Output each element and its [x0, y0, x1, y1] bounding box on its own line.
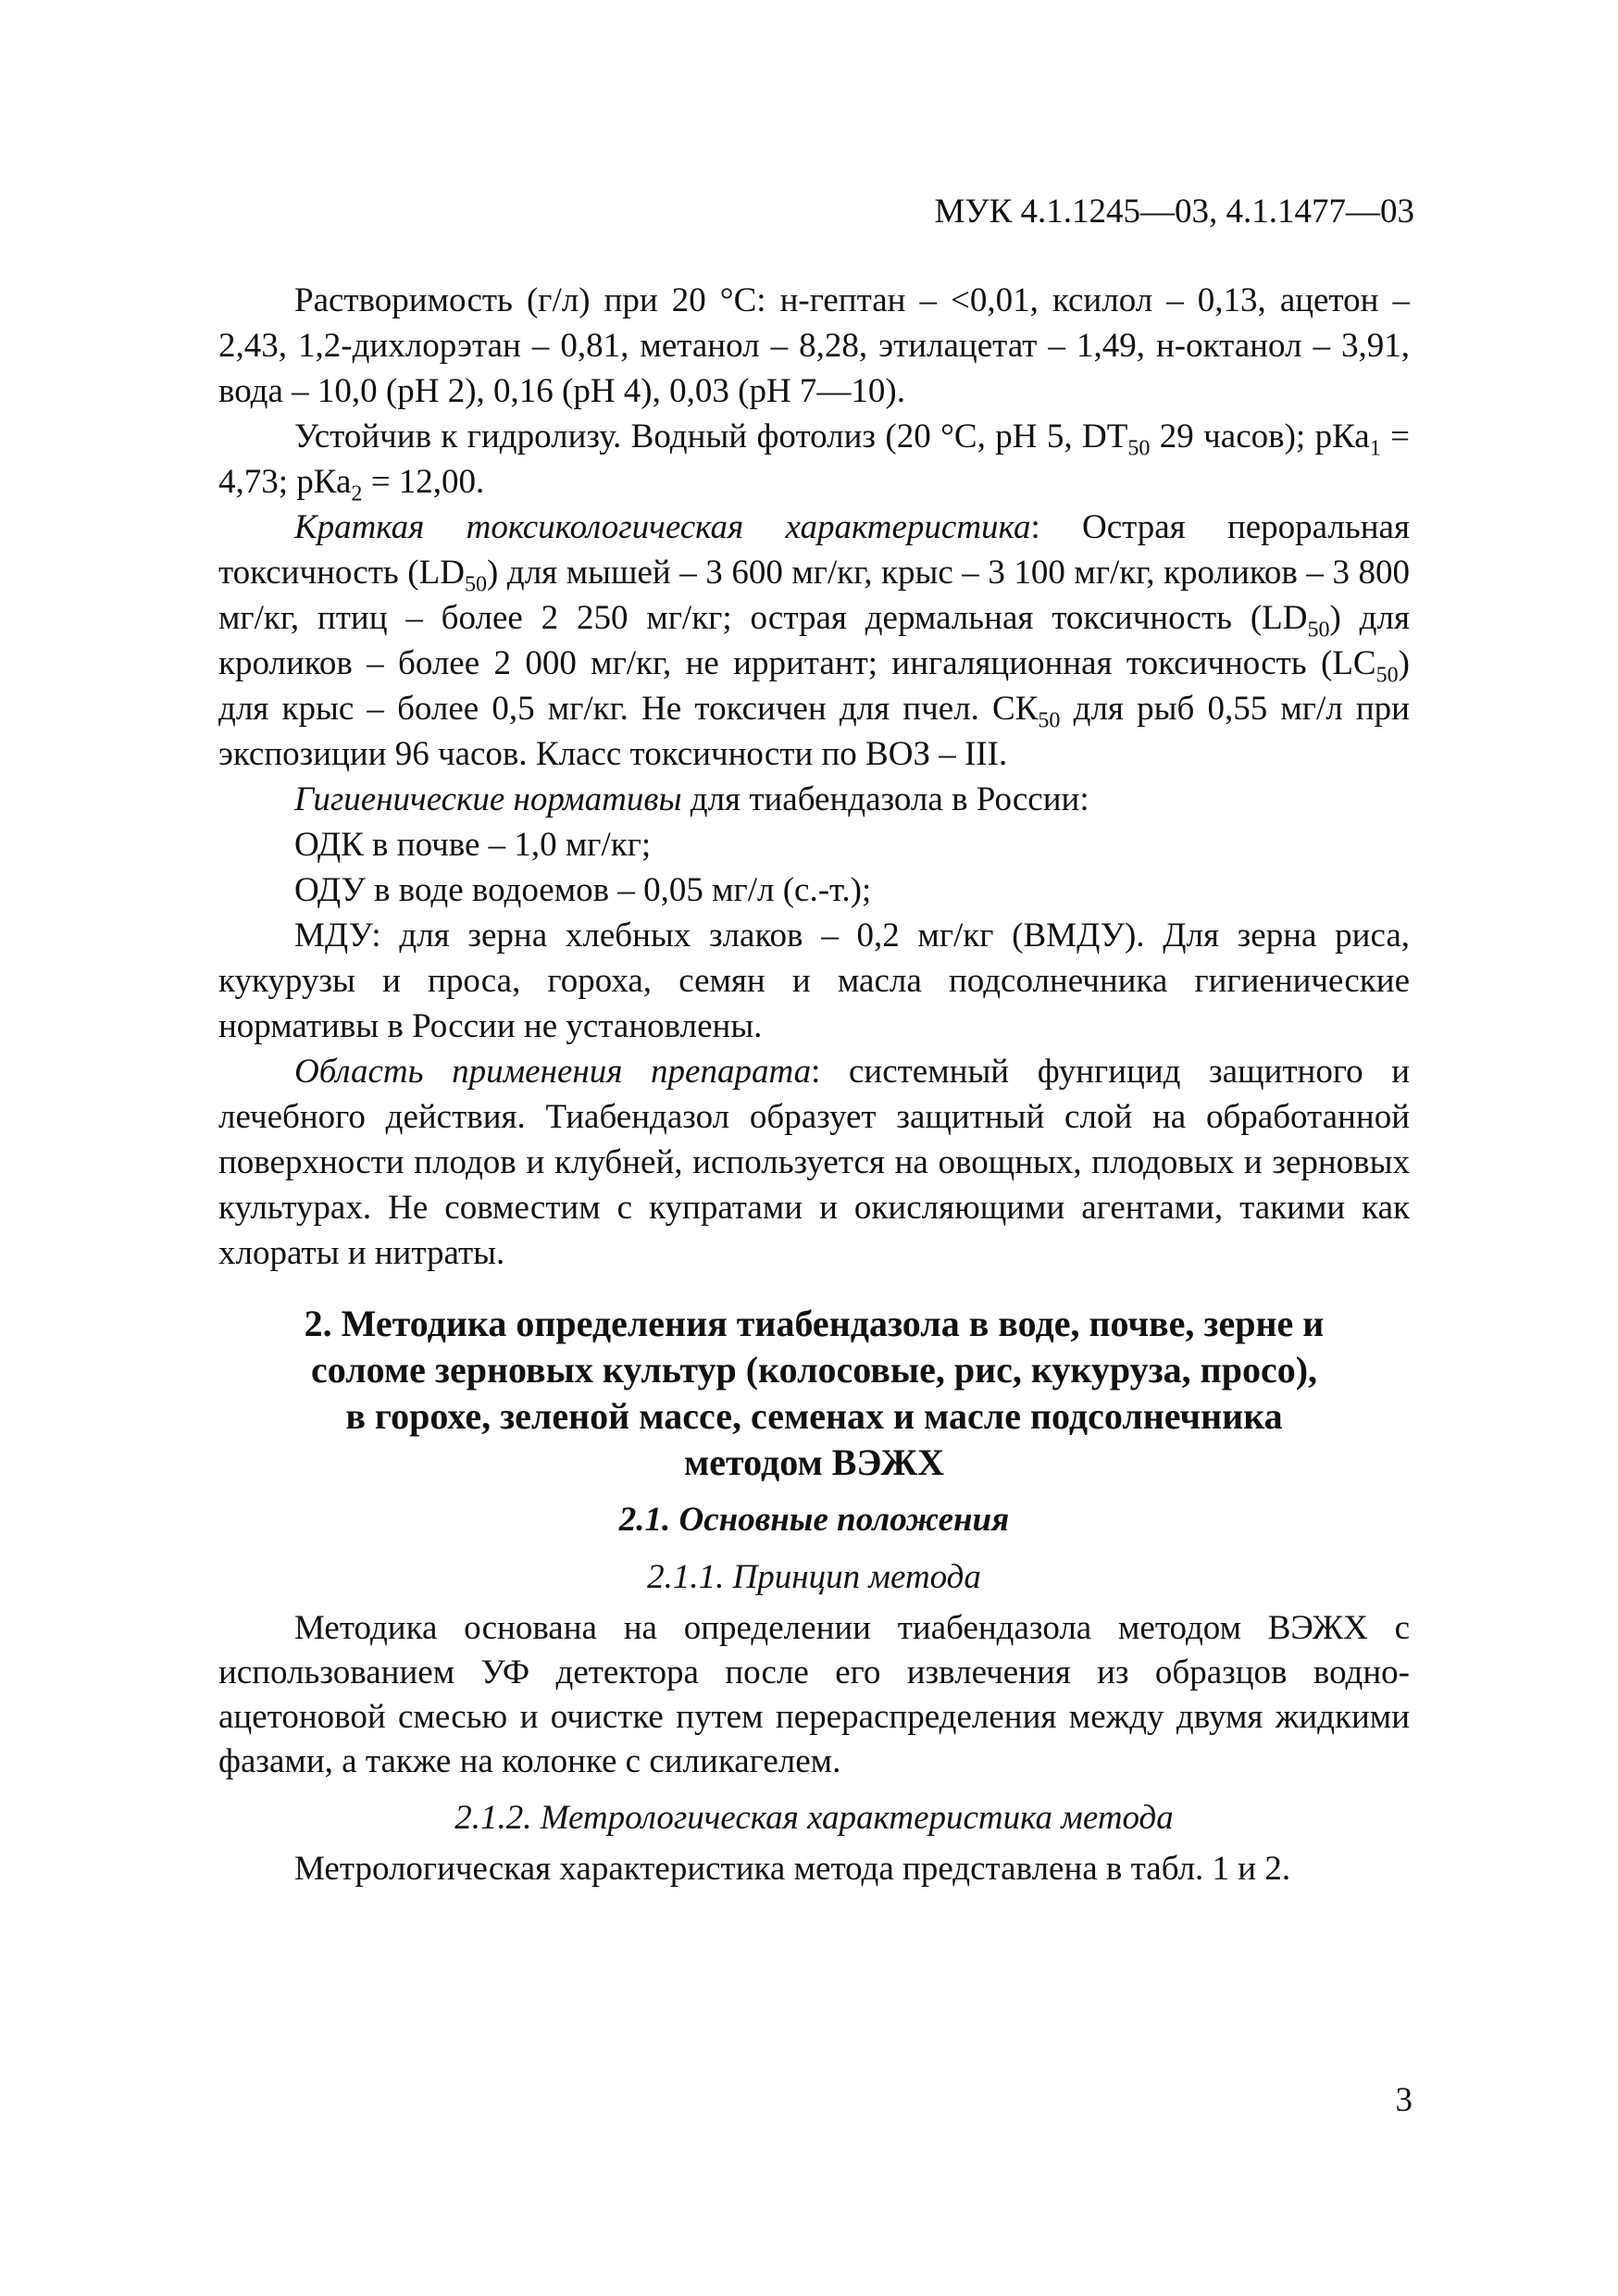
hygiene-label: Гигиенические нормативы — [294, 780, 682, 818]
method-principle-block — [218, 1606, 1410, 1784]
section-title-line: в горохе, зеленой массе, семенах и масле подсолнечника — [345, 1395, 1283, 1437]
page-number: 3 — [1395, 2081, 1413, 2119]
section-title-line: 2. Методика определения тиабендазола в воде, почве, зерне и — [304, 1303, 1325, 1344]
application-paragraph — [218, 1049, 1410, 1276]
stability-text-a: Устойчив к гидролизу. Водный фотолиз (20 °С, рН 5, DT — [294, 418, 1128, 455]
metrology-block — [218, 1847, 1410, 1891]
section-title-line: соломе зерновых культур (колосовые, рис, кукуруза, просо), — [310, 1349, 1318, 1391]
principle-paragraph: Методика основана на определении тиабендазола методом ВЭЖХ с использованием УФ детектора после его извлечения из образцов водно-ацетоновой смесью и очистке путем перераспределения между двумя жидкими фазами, а также на колонке с силикагелем. — [218, 1609, 1410, 1780]
pka2-subscript: 2 — [351, 481, 363, 506]
solubility-paragraph: Растворимость (г/л) при 20 °С: н-гептан – <0,01, ксилол – 0,13, ацетон – 2,43, 1,2-дихлорэтан – 0,81, метанол – 8,28, этилацетат – 1,49, н-октанол – 3,91, вода – 10,0 (рН 2), 0,16 (рН 4), 0,03 (рН 7—10). — [218, 281, 1410, 410]
stability-text-d: = 12,00. — [362, 463, 485, 501]
application-text: : системный фунгицид защитного и лечебного действия. Тиабендазол образует защитный слой на обработанной поверхности плодов и клубней, используется на овощных, плодовых и зерновых культурах. Не совместим с купратами и окисляющими агентами, такими как хлораты и нитраты. — [218, 1053, 1410, 1272]
toxicology-label: Краткая токсикологическая характеристика — [294, 508, 1031, 546]
subsection-2-1-2-heading: 2.1.2. Метрологическая характеристика метода — [454, 1799, 1174, 1837]
running-head: МУК 4.1.1245—03, 4.1.1477—03 — [934, 193, 1414, 231]
toxicology-paragraph — [218, 505, 1410, 777]
stability-text-b: 29 часов); рКа — [1150, 418, 1370, 455]
stability-text-c: = 4,73; рКа — [218, 418, 1410, 501]
toxicology-text-3: ) для кроликов – более 2 000 мг/кг, не ирритант; ингаляционная токсичность (LC — [218, 599, 1410, 682]
ck50-subscript: 50 — [1038, 708, 1061, 733]
application-label: Область применения препарата — [294, 1053, 812, 1091]
section-2-title — [218, 1301, 1410, 1486]
substance-properties-block — [218, 278, 1410, 1276]
toxicology-text-2: ) для мышей – 3 600 мг/кг, крыс – 3 100 мг/кг, кроликов – 3 800 мг/кг, птиц – более 2 250 мг/кг; острая дермальная токсичность (LD — [218, 554, 1411, 637]
hygiene-intro-text: для тиабендазола в России: — [681, 780, 1089, 818]
toxicology-text-5: для рыб 0,55 мг/л при экспозиции 96 часов. Класс токсичности по ВОЗ – III. — [218, 690, 1410, 773]
odu-line: ОДУ в воде водоемов – 0,05 мг/л (с.-т.); — [294, 871, 872, 909]
toxicology-text-1: : Острая пероральная токсичность (LD — [218, 508, 1410, 592]
pka1-subscript: 1 — [1369, 436, 1381, 461]
mdu-paragraph: МДУ: для зерна хлебных злаков – 0,2 мг/кг (ВМДУ). Для зерна риса, кукурузы и проса, гороха, семян и масла подсолнечника гигиенические нормативы в России не установлены. — [218, 917, 1410, 1045]
stability-paragraph — [218, 414, 1410, 505]
dt50-subscript: 50 — [1127, 436, 1151, 461]
metrology-paragraph: Метрологическая характеристика метода представлена в табл. 1 и 2. — [294, 1850, 1291, 1888]
section-title-line: методом ВЭЖХ — [684, 1441, 944, 1483]
odk-line: ОДК в почве – 1,0 мг/кг; — [294, 826, 652, 864]
ld50-dermal-subscript: 50 — [1307, 618, 1330, 643]
subsection-2-1-heading: 2.1. Основные положения — [618, 1501, 1010, 1539]
subsection-2-1-1-heading: 2.1.1. Принцип метода — [647, 1558, 981, 1596]
toxicology-text-4: ) для крыс – более 0,5 мг/кг. Не токсичен для пчел. СК — [218, 644, 1410, 728]
lc50-subscript: 50 — [1375, 663, 1399, 688]
ld50-subscript: 50 — [464, 572, 487, 597]
hygiene-intro — [218, 777, 1410, 822]
